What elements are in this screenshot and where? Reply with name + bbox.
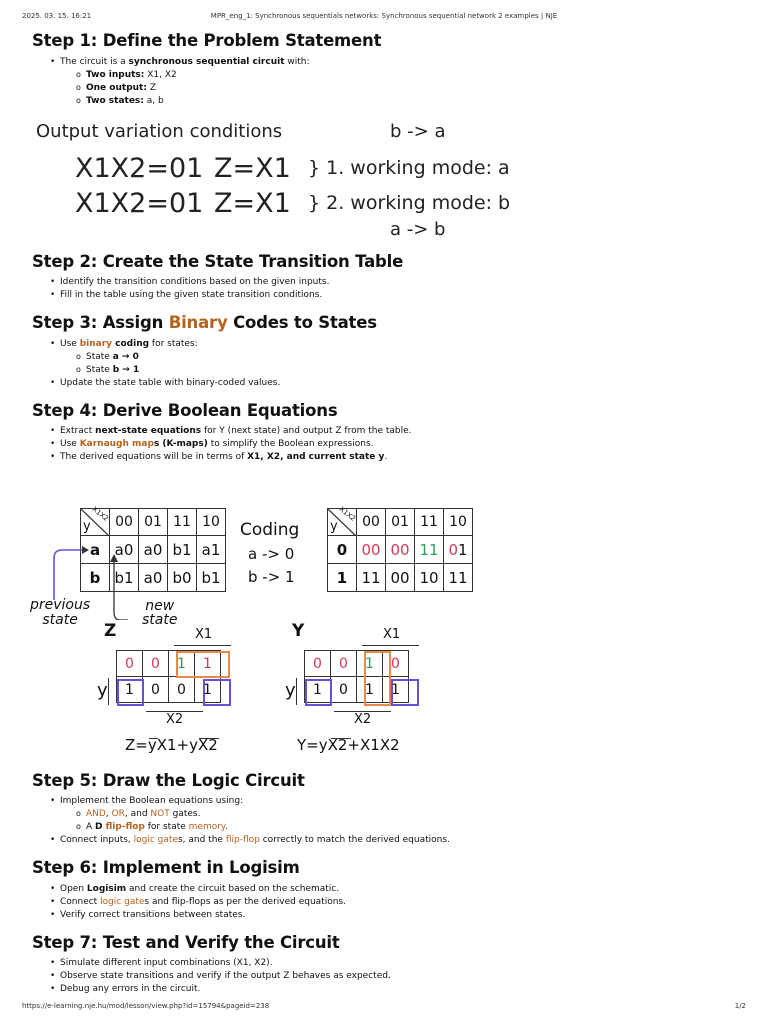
print-timestamp: 2025. 03. 15. 16:21 <box>22 12 92 20</box>
row-state: b <box>81 564 110 592</box>
overbar <box>199 738 219 739</box>
list-item: • Use Karnaugh maps (K-maps) to simplify the Boolean expressions. <box>50 438 412 451</box>
coded-state-table <box>327 505 473 592</box>
table-cell: b1 <box>197 564 226 592</box>
logic-gate-link[interactable]: logic gate <box>100 897 145 907</box>
memory-link[interactable]: memory <box>188 822 225 832</box>
list-item: • Simulate different input combinations (X1, X2). <box>50 957 391 970</box>
table-cell: 11 <box>415 536 444 564</box>
corner-x-label: X1X2 <box>90 505 111 523</box>
corner-y-label: y <box>83 519 91 534</box>
kmap-cell: 0 <box>383 651 409 677</box>
list-item: • Identify the transition conditions based on the given inputs. <box>50 276 329 289</box>
list-item: • Debug any errors in the circuit. <box>50 983 391 996</box>
list-item: o A D flip-flop for state memory. <box>76 821 450 834</box>
kmap-y-loop-left <box>305 679 332 706</box>
flip-flop-link[interactable]: flip-flop <box>225 835 260 845</box>
step1-list <box>50 56 310 108</box>
cell-digit: 0 <box>448 540 458 559</box>
corner-x-label: X1X2 <box>337 505 358 523</box>
step3-list <box>50 338 280 390</box>
table-cell: 00 <box>357 536 386 564</box>
table-cell: a1 <box>197 536 226 564</box>
condition-row2-inputs: X1X2=01 <box>75 188 204 219</box>
row-state: 0 <box>328 536 357 564</box>
kmap-z-y-label: y <box>97 680 108 701</box>
list-item: • Fill in the table using the given state transition conditions. <box>50 289 329 302</box>
list-item: o Two states: a, b <box>76 95 310 108</box>
flip-flop-link[interactable]: flip-flop <box>105 822 145 832</box>
binary-link[interactable]: Binary <box>168 313 228 332</box>
list-item: • The circuit is a synchronous sequential circuit with: o Two inputs: X1, X2 o One output: Z o Two states: a, b <box>50 56 310 108</box>
table-cell: b1 <box>110 564 139 592</box>
transition-a-to-b: a -> b <box>390 219 446 240</box>
print-page-number: 1/2 <box>734 1002 746 1010</box>
step1-heading: Step 1: Define the Problem Statement <box>32 31 382 50</box>
step5-heading: Step 5: Draw the Logic Circuit <box>32 771 305 790</box>
column-header: 01 <box>139 509 168 536</box>
table-cell: b1 <box>168 536 197 564</box>
kmap-cell: 0 <box>305 651 331 677</box>
condition-row1-output: Z=X1 <box>214 153 291 184</box>
list-item: • Update the state table with binary-coded values. <box>50 377 280 390</box>
step3-heading: Step 3: Assign Binary Codes to States <box>32 313 377 332</box>
overbar <box>149 738 158 739</box>
table-cell: 00 <box>386 536 415 564</box>
kmap-cell: 1 <box>305 677 331 703</box>
column-header: 10 <box>197 509 226 536</box>
kmap-y-y-label: y <box>285 680 296 701</box>
kmap-z-x2-label: X2 <box>166 712 184 727</box>
list-item: o Two inputs: X1, X2 <box>76 69 310 82</box>
table-corner-cell <box>328 505 358 536</box>
table-row <box>328 536 473 564</box>
list-item: • Connect inputs, logic gates, and the flip-flop correctly to match the derived equations. <box>50 834 450 847</box>
step5-list <box>50 795 450 847</box>
table-cell <box>444 536 473 564</box>
kmap-cell: 0 <box>143 677 169 703</box>
coding-b: b -> 1 <box>248 568 295 586</box>
table-cell: 11 <box>444 564 473 592</box>
column-header: 11 <box>415 509 444 536</box>
list-item: o AND, OR, and NOT gates. <box>76 808 450 821</box>
condition-row2-output: Z=X1 <box>214 188 291 219</box>
kmap-y-y-bracket <box>296 678 297 705</box>
kmap-y-x1-bracket <box>362 645 419 646</box>
kmap-z-x1-label: X1 <box>195 627 213 642</box>
step2-list <box>50 276 329 302</box>
transition-b-to-a: b -> a <box>390 121 446 142</box>
kmap-cell: 1 <box>195 677 221 703</box>
karnaugh-map-link[interactable]: Karnaugh map <box>79 439 154 449</box>
kmap-z-x1-bracket <box>174 645 231 646</box>
table-row <box>328 564 473 592</box>
kmap-y-title: Y <box>292 621 305 641</box>
step7-heading: Step 7: Test and Verify the Circuit <box>32 933 340 952</box>
kmap-y-loop-x1x2 <box>364 651 391 706</box>
coding-title: Coding <box>240 520 300 540</box>
table-cell: 10 <box>415 564 444 592</box>
table-cell: a0 <box>110 536 139 564</box>
list-item: • Extract next-state equations for Y (next state) and output Z from the table. <box>50 425 412 438</box>
step2-heading: Step 2: Create the State Transition Table <box>32 252 404 271</box>
kmap-cell: 0 <box>143 651 169 677</box>
kmap-cell: 0 <box>117 651 143 677</box>
coding-a: a -> 0 <box>248 545 295 563</box>
column-header: 11 <box>168 509 197 536</box>
kmap-cell: 0 <box>331 651 357 677</box>
previous-state-label: previous state <box>30 597 91 628</box>
or-link[interactable]: OR <box>111 809 125 819</box>
output-conditions-heading: Output variation conditions <box>36 121 283 142</box>
kmap-cell: 1 <box>117 677 143 703</box>
column-header: 10 <box>444 509 473 536</box>
step4-list <box>50 425 412 464</box>
cell-digit: 1 <box>458 540 468 559</box>
overbar <box>331 738 351 739</box>
column-header: 00 <box>110 509 139 536</box>
condition-row1-inputs: X1X2=01 <box>75 153 204 184</box>
list-item: • The derived equations will be in terms of X1, X2, and current state y. <box>50 451 412 464</box>
kmap-cell: 0 <box>169 677 195 703</box>
kmap-cell: 1 <box>383 677 409 703</box>
list-item: • Use binary coding for states: o State a → 0 o State b → 1 <box>50 338 280 377</box>
kmap-z-loop-x1 <box>176 651 230 678</box>
condition-row2-mode: } 2. working mode: b <box>308 192 511 214</box>
kmap-z-loop-right <box>203 679 231 706</box>
kmap-cell: 0 <box>331 677 357 703</box>
list-item: • Implement the Boolean equations using: o AND, OR, and NOT gates. o A D flip-flop for state memory. <box>50 795 450 834</box>
row-state: 1 <box>328 564 357 592</box>
kmap-y-x2-label: X2 <box>354 712 372 727</box>
list-item: • Observe state transitions and verify if the output Z behaves as expected. <box>50 970 391 983</box>
step7-list <box>50 957 391 996</box>
list-item: • Open Logisim and create the circuit based on the schematic. <box>50 883 346 896</box>
print-url: https://e-learning.nje.hu/mod/lesson/view.php?id=15794&pageid=238 <box>22 1002 270 1010</box>
kmap-cell: 1 <box>357 677 383 703</box>
list-item: o One output: Z <box>76 82 310 95</box>
kmap-z-equation: Z=yX1+yX2 <box>125 736 218 754</box>
kmap-cell: 1 <box>169 651 195 677</box>
kmap-cell: 1 <box>195 651 221 677</box>
step6-list <box>50 883 346 922</box>
print-page-title: MPR_eng_1: Synchronous sequentials networks: Synchronous sequential network 2 examples | NJE <box>210 12 558 20</box>
table-cell: a0 <box>139 564 168 592</box>
kmap-z-loop-left <box>117 679 144 706</box>
kmap-y-loop-right <box>391 679 419 706</box>
list-item: o State b → 1 <box>76 364 280 377</box>
kmap-y-x1-label: X1 <box>383 627 401 642</box>
column-header: 01 <box>386 509 415 536</box>
new-state-label: new state <box>142 598 178 628</box>
corner-y-label: y <box>330 519 338 534</box>
and-link[interactable]: AND <box>86 809 106 819</box>
logic-gate-link[interactable]: logic gate <box>133 835 178 845</box>
list-item: • Verify correct transitions between states. <box>50 909 346 922</box>
row-state: a <box>81 536 110 564</box>
kmap-z-title: Z <box>104 621 117 641</box>
table-cell: 11 <box>357 564 386 592</box>
list-item: o State a → 0 <box>76 351 280 364</box>
table-cell: b0 <box>168 564 197 592</box>
list-item: • Connect logic gates and flip-flops as per the derived equations. <box>50 896 346 909</box>
step4-heading: Step 4: Derive Boolean Equations <box>32 401 338 420</box>
kmap-z-y-bracket <box>108 678 109 705</box>
kmap-cell: 1 <box>357 651 383 677</box>
condition-row1-mode: } 1. working mode: a <box>308 157 510 179</box>
table-cell: a0 <box>139 536 168 564</box>
column-header: 00 <box>357 509 386 536</box>
table-corner-cell <box>81 505 111 536</box>
kmap-y-equation: Y=yX2+X1X2 <box>297 736 400 754</box>
not-link[interactable]: NOT <box>150 809 170 819</box>
step6-heading: Step 6: Implement in Logisim <box>32 858 300 877</box>
table-cell: 00 <box>386 564 415 592</box>
binary-link[interactable]: binary <box>79 339 113 349</box>
